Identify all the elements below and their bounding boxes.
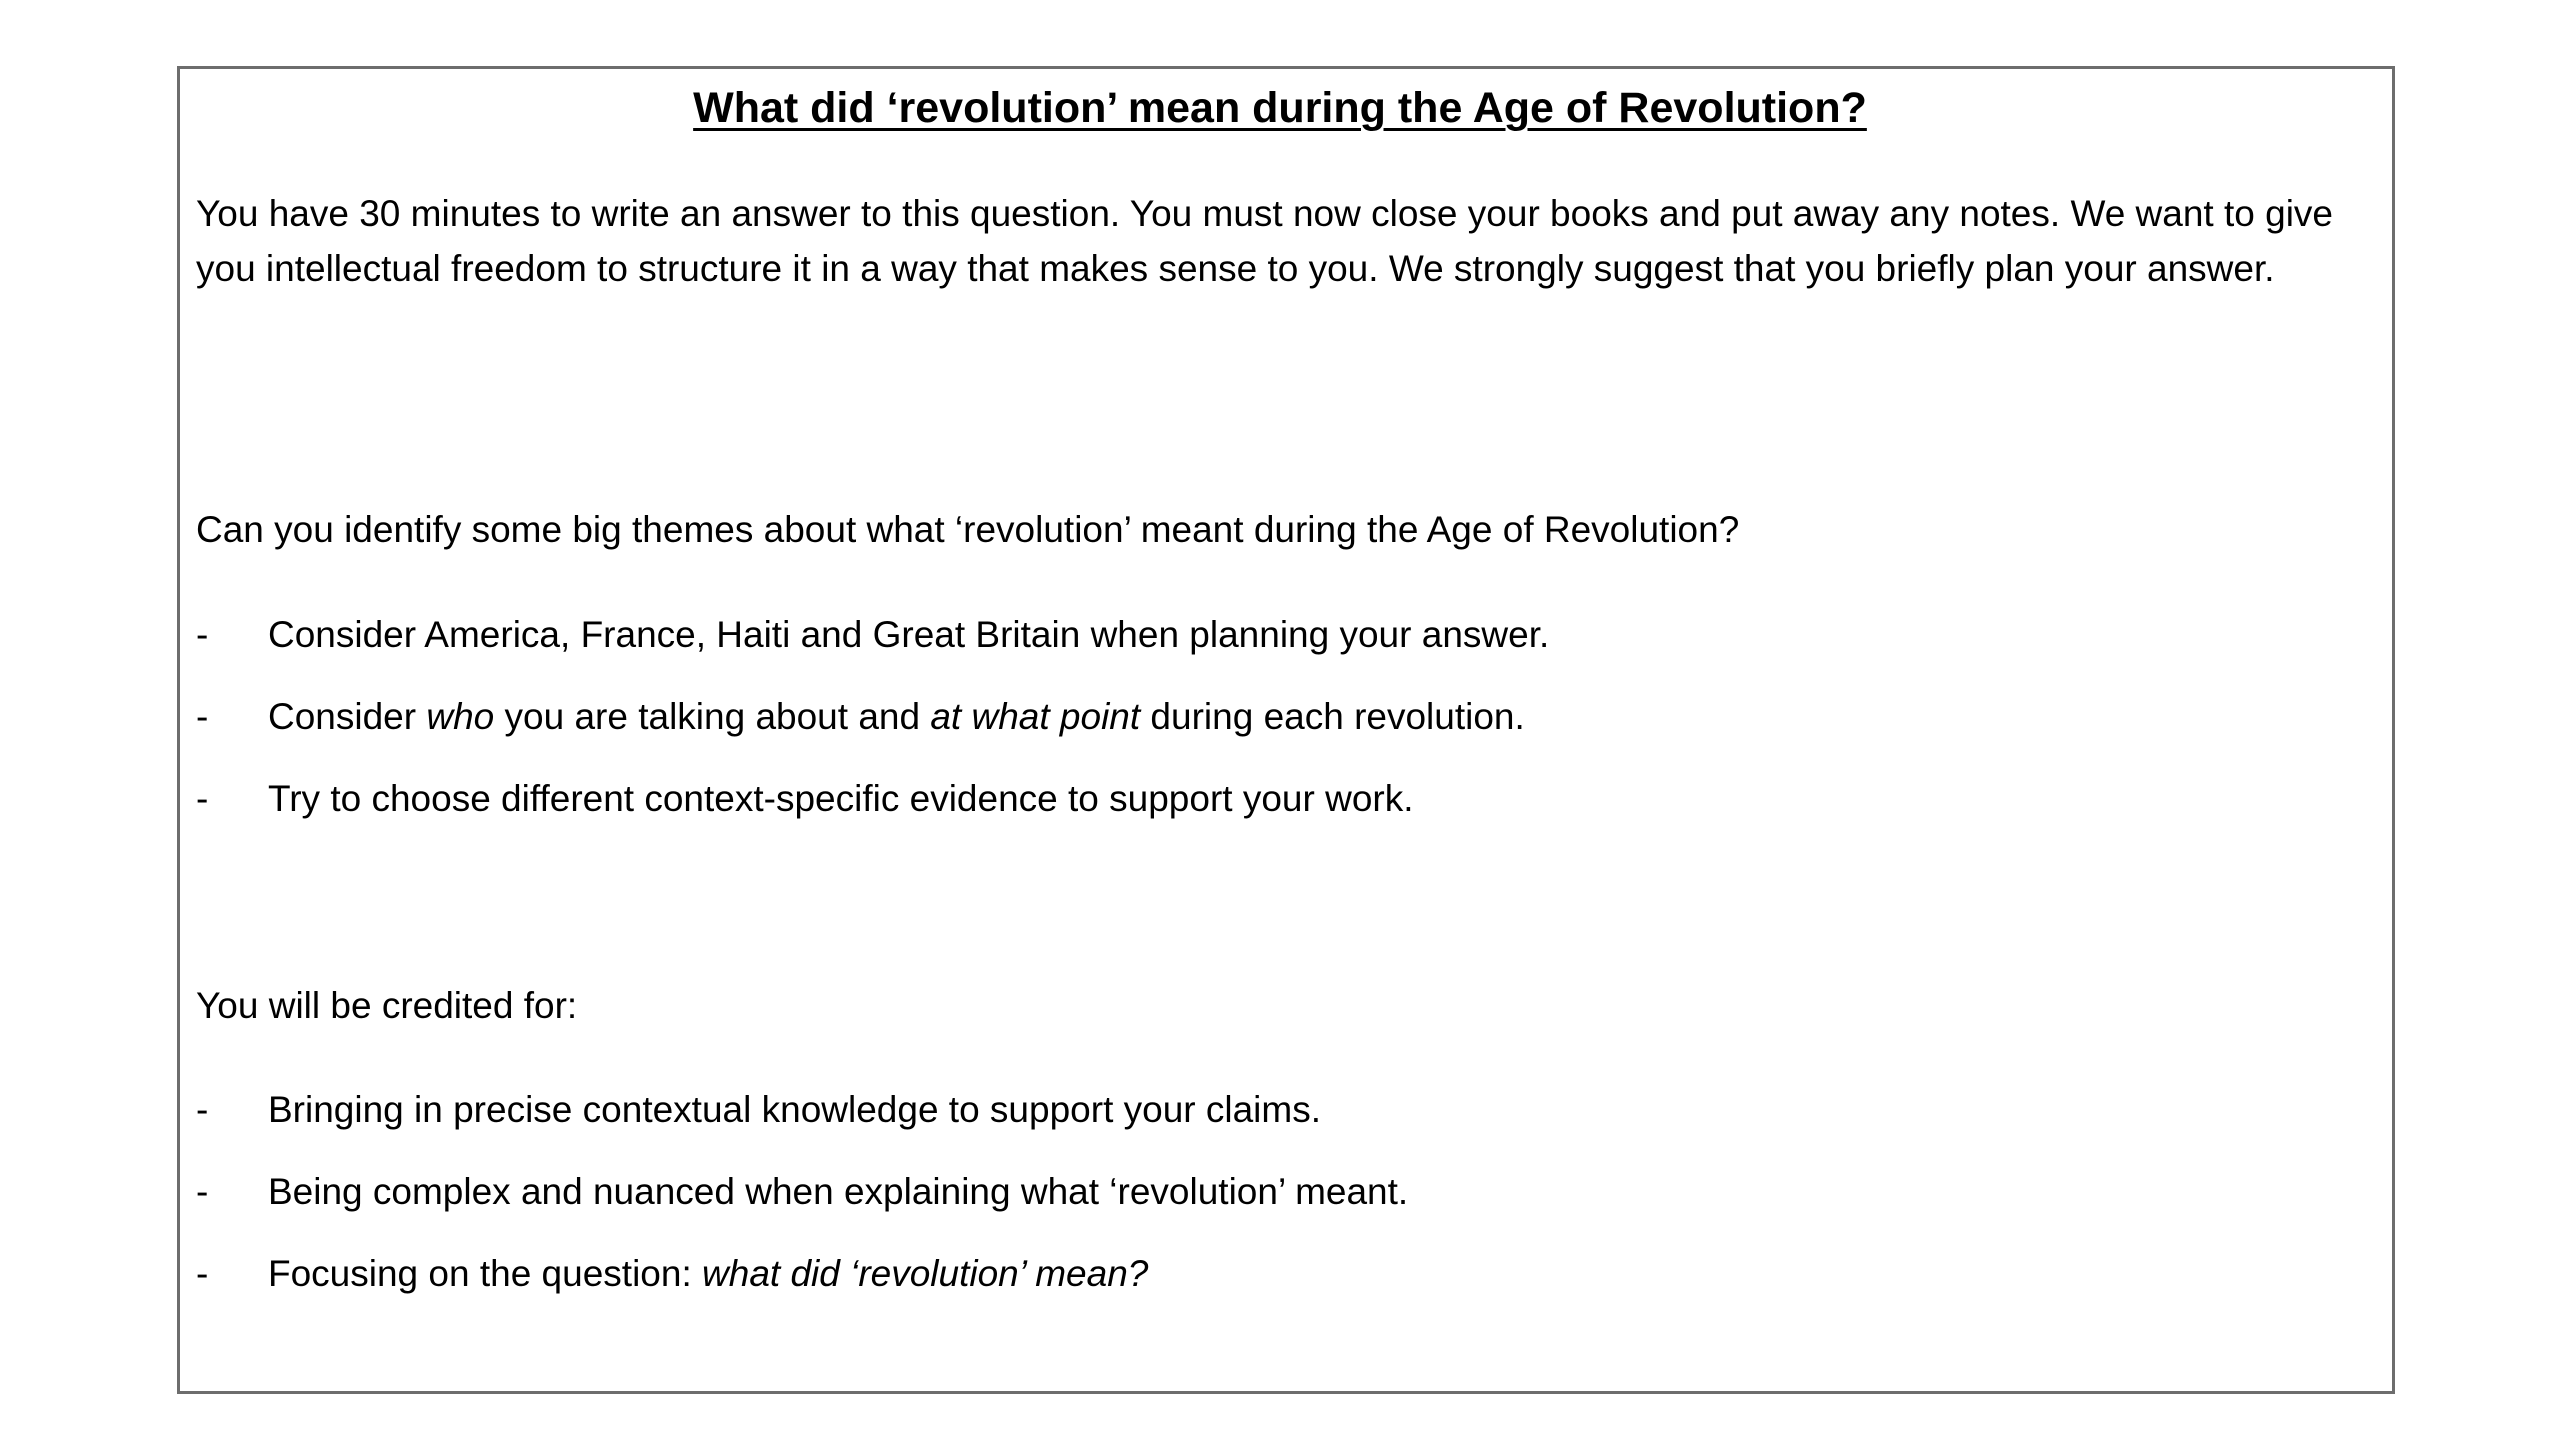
bullet-text-part: you are talking about and [494,696,931,737]
bullet-text-part: Focusing on the question: [268,1253,703,1294]
bullet-text: Consider America, France, Haiti and Great Britain when planning your answer. [268,614,1550,655]
bullet-text-emphasis: who [426,696,495,737]
page-title: What did ‘revolution’ mean during the Age of Revolution? [693,84,1867,132]
instructions-paragraph: You have 30 minutes to write an answer to this question. You must now close your books and put away any notes. We want to give you intellectual freedom to structure it in a way that makes sense to you. We strongly suggest that you briefly plan your answer. [196,193,2334,289]
bullet-text: Being complex and nuanced when explaining what ‘revolution’ meant. [268,1171,1409,1212]
bullet-text-part: during each revolution. [1140,696,1525,737]
bullet-dash: - [196,1089,209,1130]
bullet-dash: - [196,1171,209,1212]
bullet-text [268,692,1525,742]
bullet-text-emphasis: at what point [930,696,1141,737]
bullet-dash: - [196,614,209,655]
bullet-dash: - [196,696,209,737]
bullet-text: Bringing in precise contextual knowledge to support your claims. [268,1089,1322,1130]
themes-prompt: Can you identify some big themes about what ‘revolution’ meant during the Age of Revolution? [196,509,1740,550]
bullet-dash: - [196,778,209,819]
bullet-dash: - [196,1253,209,1294]
bullet-text-emphasis: what did ‘revolution’ mean? [702,1253,1149,1294]
credit-heading: You will be credited for: [196,985,578,1026]
bullet-text: Try to choose different context-specific evidence to support your work. [268,778,1414,819]
bullet-text [268,1249,1148,1299]
bullet-text-part: Consider [268,696,427,737]
